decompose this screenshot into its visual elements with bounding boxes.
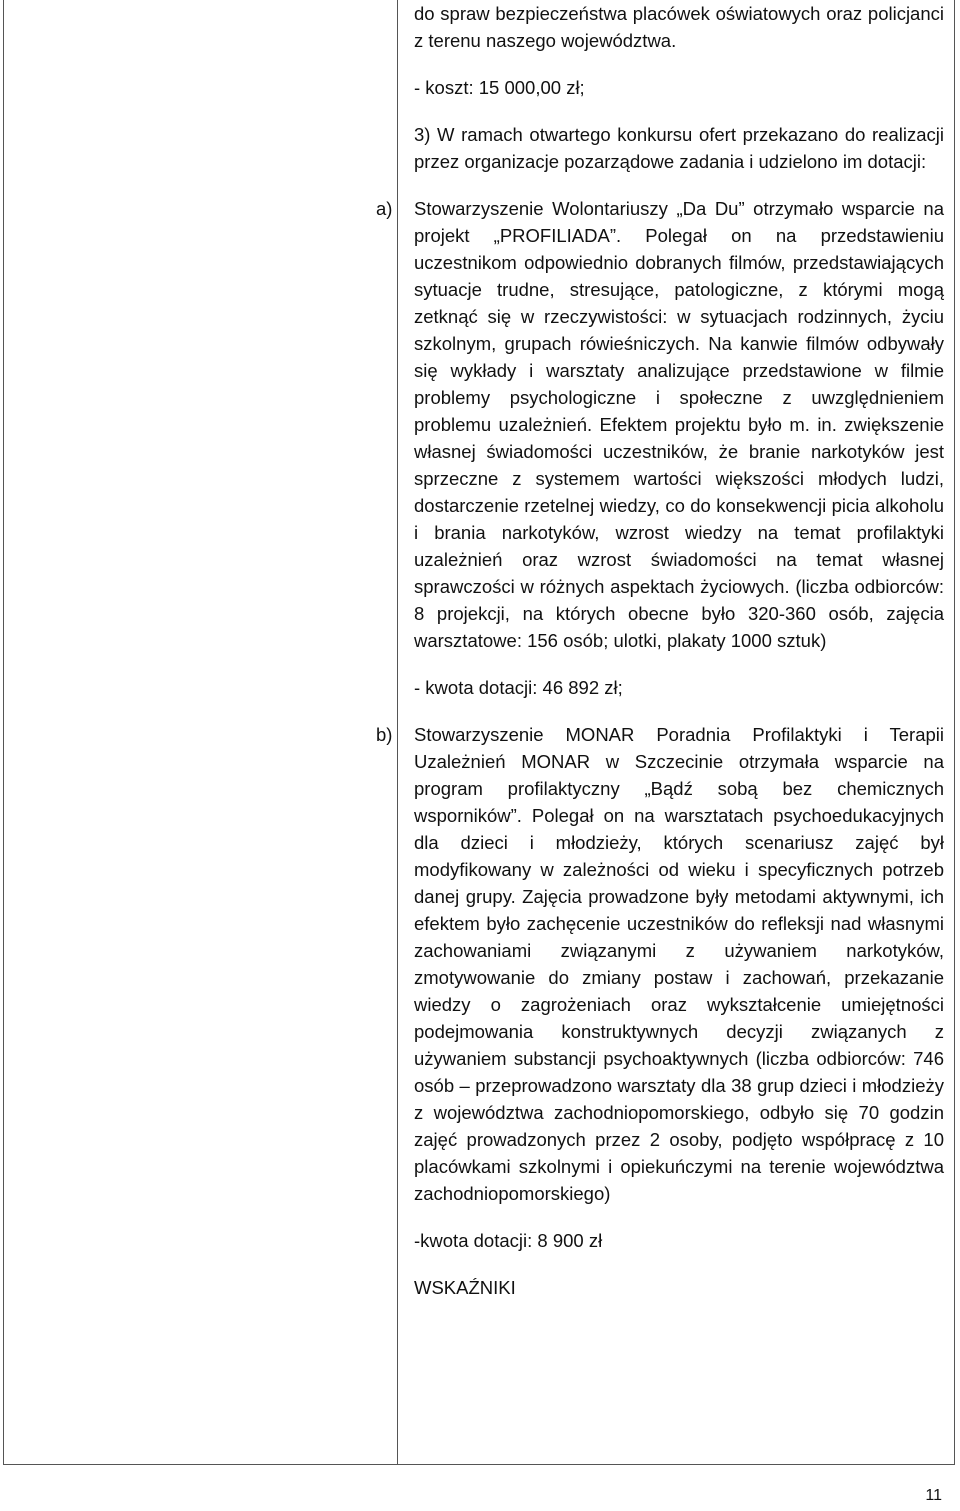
list-item-b-text: Stowarzyszenie MONAR Poradnia Profilaktyki i Terapii Uzależnień MONAR w Szczecinie otrzymała wsparcie na program profilaktyczny „Bądź sobą bez chemicznych wsporników”. Polegał on na warsztatach psychoedukacyjnych dla dzieci i młodzieży, których scenariusz zajęć był modyfikowany w zależności od wieku i specyficznych potrzeb danej grupy. Zajęcia prowadzone były metodami aktywnymi, ich efektem było zachęcenie uczestników do refleksji nad własnymi zachowaniami związanymi z używaniem narkotyków, zmotywowanie do zmiany postaw i zachowań, przekazanie wiedzy o zagrożeniach oraz wykształcenie umiejętności podejmowania konstruktywnych decyzji związanych z używaniem substancji psychoaktywnych (liczba odbiorców: 746 osób – przeprowadzono warsztaty dla 38 grup dzieci i młodzieży z województwa zachodniopomorskiego, odbyło się 70 godzin zajęć prowadzonych przez 2 osoby, podjęto współpracę z 10 placówkami szkolnymi i opiekuńczymi na terenie województwa zachodniopomorskiego) [414, 724, 944, 1204]
list-marker-a: a) [376, 198, 393, 219]
page-number: 11 [925, 1487, 942, 1504]
grant-amount-a: - kwota dotacji: 46 892 zł; [414, 677, 623, 698]
list-item-a-text: Stowarzyszenie Wolontariuszy „Da Du” otrzymało wsparcie na projekt „PROFILIADA”. Polegał on na przedstawieniu uczestnikom odpowiednio dobranych filmów, przedstawiających sytuacje trudne, stresujące, patologiczne, z którymi mogą zetknąć się w rzeczywistości: w sytuacjach rodzinnych, życiu szkolnym, grupach rówieśniczych. Na kanwie filmów odbywały się wykłady i warsztaty analizujące przedstawione w filmie problemy psychologiczne i społeczne z uwzględnieniem problemu uzależnień. Efektem projektu było m. in. zwiększenie własnej świadomości uczestników, że branie narkotyków jest sprzeczne z systemem wartości większości młodych ludzi, dostarczenie rzetelnej wiedzy, co do konsekwencji picia alkoholu i brania narkotyków, wzrost wiedzy na temat profilaktyki uzależnień oraz wzrost świadomości na temat własnej sprawczości w różnych aspektach życiowych. (liczba odbiorców: 8 projekcji, na których obecne było 320-360 osób, zajęcia warsztatowe: 156 osób; ulotki, plakaty 1000 sztuk) [414, 198, 944, 651]
paragraph-contest: 3) W ramach otwartego konkursu ofert przekazano do realizacji przez organizacje pozarządowe zadania i udzielono im dotacji: [414, 124, 944, 172]
paragraph-intro: do spraw bezpieczeństwa placówek oświatowych oraz policjanci z terenu naszego województwa. [414, 3, 944, 51]
list-item-b [376, 721, 944, 1207]
content-column [376, 0, 944, 1301]
grant-amount-b: -kwota dotacji: 8 900 zł [414, 1230, 603, 1251]
list-marker-b: b) [376, 724, 393, 745]
paragraph-cost: - koszt: 15 000,00 zł; [414, 77, 585, 98]
list-item-a [376, 195, 944, 654]
column-divider [397, 0, 398, 1465]
section-heading: WSKAŹNIKI [414, 1277, 516, 1298]
